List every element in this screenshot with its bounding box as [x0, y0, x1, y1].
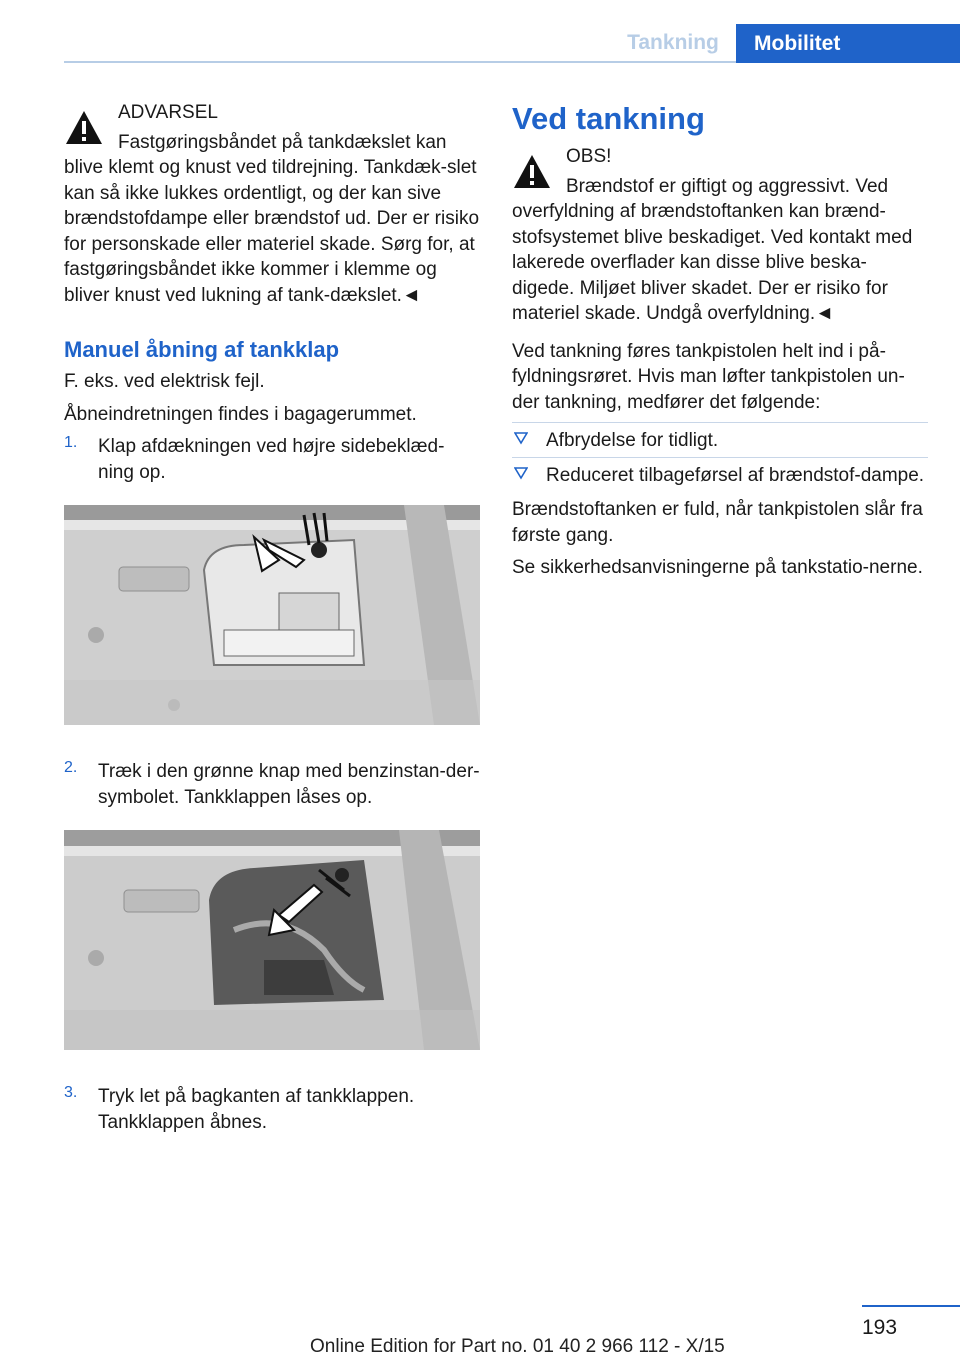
step-item — [64, 759, 480, 810]
section-heading: Ved tankning — [512, 101, 705, 136]
paragraph: Brændstoftanken er fuld, når tankpistolen slår fra første gang. — [512, 499, 923, 546]
step-text: Tryk let på bagkanten af tankklappen. Tankklappen åbnes. — [98, 1086, 415, 1133]
list-item-text: Afbrydelse for tidligt. — [546, 430, 719, 451]
warning-text: Fastgøringsbåndet på tankdækslet kan blive klemt og knust ved tildrejning. Tankdæk-slet kan så ikke lukkes ordentligt, og der kan sive brændstofdampe eller brændstof ud. Der er risiko for personskade eller materiel skade. Sørg for, at fastgøringsbåndet ikke kommer i klemme og bliver knust ved lukning af tank-dækslet.◄ — [64, 131, 480, 306]
trunk-cover-photo — [64, 505, 480, 725]
warning-icon — [512, 152, 552, 192]
list-item-text: Reduceret tilbageførsel af brændstof-dampe. — [546, 464, 925, 486]
section-title: Manuel åbning af tankklap — [64, 337, 340, 362]
triangle-bullet-icon — [514, 466, 528, 480]
right-column — [512, 100, 928, 588]
list-item — [512, 457, 928, 492]
page-number: 193 — [862, 1316, 898, 1339]
green-button-photo — [64, 830, 480, 1050]
warning-heading: ADVARSEL — [118, 102, 218, 123]
tab-mobilitet[interactable]: Mobilitet — [736, 24, 960, 63]
step-number: 3. — [64, 1084, 78, 1101]
paragraph: Se sikkerhedsanvisningerne på tankstatio-nerne. — [512, 557, 923, 578]
tab-tankning[interactable]: Tankning — [627, 31, 719, 54]
step-item — [64, 434, 480, 485]
list-item — [512, 422, 928, 457]
footer-rule — [862, 1305, 960, 1307]
warning-block — [64, 100, 480, 308]
warning-icon — [64, 108, 104, 148]
step-item — [64, 1084, 480, 1135]
paragraph: Ved tankning føres tankpistolen helt ind i på-fyldningsrøret. Hvis man løfter tankpistolen un-der tankning, medfører det følgende: — [512, 340, 905, 413]
notice-text: Brændstof er giftigt og aggressivt. Ved overfyldning af brændstoftanken kan brænd-stofsystemet blive beskadiget. Ved kontakt med lakerede overflader kan disse blive beska-digede. Miljøet bliver skadet. Der er risiko for materiel skade. Undgå overfyldning.◄ — [512, 175, 913, 324]
step-text: Træk i den grønne knap med benzinstan-der-symbolet. Tankklappen låses op. — [98, 761, 480, 808]
intro-text-1: F. eks. ved elektrisk fejl. — [64, 371, 265, 392]
step-number: 2. — [64, 759, 78, 776]
intro-text-2: Åbneindretningen findes i bagagerummet. — [64, 403, 417, 425]
step-number: 1. — [64, 434, 78, 451]
notice-heading: OBS! — [566, 146, 612, 167]
edition-footer: Online Edition for Part no. 01 40 2 966 112 - X/15 — [310, 1336, 725, 1357]
left-column — [64, 100, 480, 1135]
notice-block — [512, 144, 928, 327]
triangle-bullet-icon — [514, 431, 528, 445]
step-text: Klap afdækningen ved højre sidebeklæd-ning op. — [98, 436, 445, 483]
